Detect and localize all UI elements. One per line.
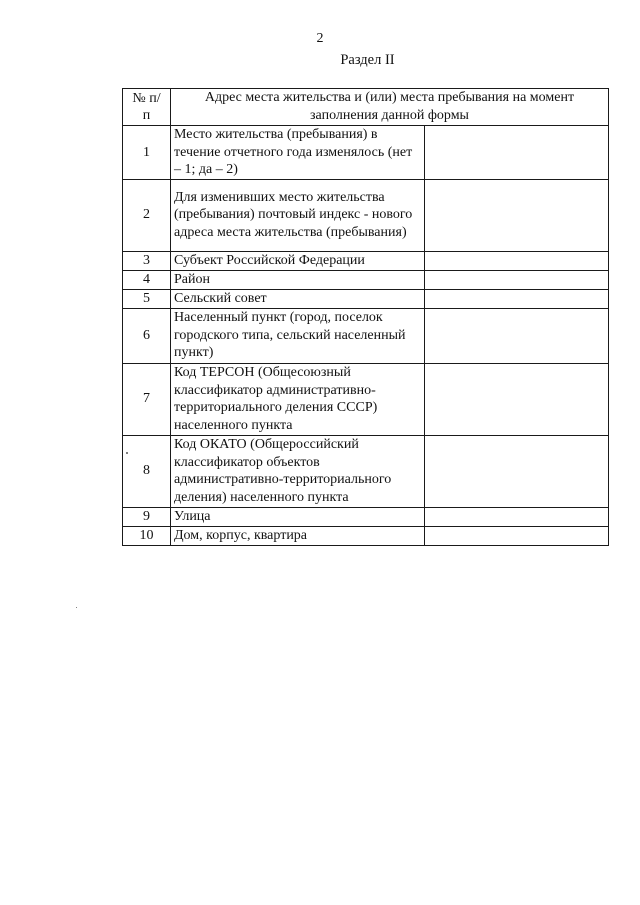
row-label: Код ТЕРСОН (Общесоюзный классификатор административно-территориального деления СССР) населенного пункта (171, 363, 425, 435)
row-number: 2 (123, 179, 171, 251)
table-row (123, 507, 609, 526)
header-number-cell (123, 89, 171, 126)
table-row (123, 251, 609, 270)
scan-speck (76, 607, 77, 608)
row-value-field[interactable] (425, 363, 609, 435)
row-value-field[interactable] (425, 526, 609, 545)
row-label: Населенный пункт (город, поселок городского типа, сельский населенный пункт) (171, 308, 425, 363)
row-label: Улица (171, 507, 425, 526)
row-label: Место жительства (пребывания) в течение отчетного года изменялось (нет – 1; да – 2) (171, 126, 425, 180)
row-label: Район (171, 270, 425, 289)
row-value-field[interactable] (425, 289, 609, 308)
row-number: 9 (123, 507, 171, 526)
row-value-field[interactable] (425, 179, 609, 251)
row-label: Субъект Российской Федерации (171, 251, 425, 270)
header-title-cell: Адрес места жительства и (или) места пребывания на момент заполнения данной формы (171, 89, 609, 126)
table-row (123, 289, 609, 308)
table-row (123, 435, 609, 507)
row-number: 4 (123, 270, 171, 289)
page-number: 2 (316, 31, 324, 46)
row-number: 10 (123, 526, 171, 545)
row-number: 6 (123, 308, 171, 363)
row-label: Код ОКАТО (Общероссийский классификатор объектов административно-территориального деления) населенного пункта (171, 435, 425, 507)
table-header-row (123, 89, 609, 126)
row-number: 8 (123, 435, 171, 507)
row-number: 5 (123, 289, 171, 308)
row-label: Дом, корпус, квартира (171, 526, 425, 545)
address-form-table (122, 88, 609, 546)
row-value-field[interactable] (425, 126, 609, 180)
table-row (123, 126, 609, 180)
row-value-field[interactable] (425, 251, 609, 270)
row-number: 3 (123, 251, 171, 270)
row-label: Для изменивших место жительства (пребывания) почтовый индекс - нового адреса места жительства (пребывания) (171, 179, 425, 251)
row-number: 7 (123, 363, 171, 435)
table-row (123, 526, 609, 545)
row-value-field[interactable] (425, 507, 609, 526)
table-row (123, 363, 609, 435)
row-label: Сельский совет (171, 289, 425, 308)
row-value-field[interactable] (425, 308, 609, 363)
table-row (123, 179, 609, 251)
section-title: Раздел II (340, 52, 395, 68)
row-value-field[interactable] (425, 435, 609, 507)
table-row (123, 308, 609, 363)
row-value-field[interactable] (425, 270, 609, 289)
header-number-label: № п/п (132, 90, 161, 123)
scan-speck (126, 452, 128, 454)
row-number: 1 (123, 126, 171, 180)
table-row (123, 270, 609, 289)
